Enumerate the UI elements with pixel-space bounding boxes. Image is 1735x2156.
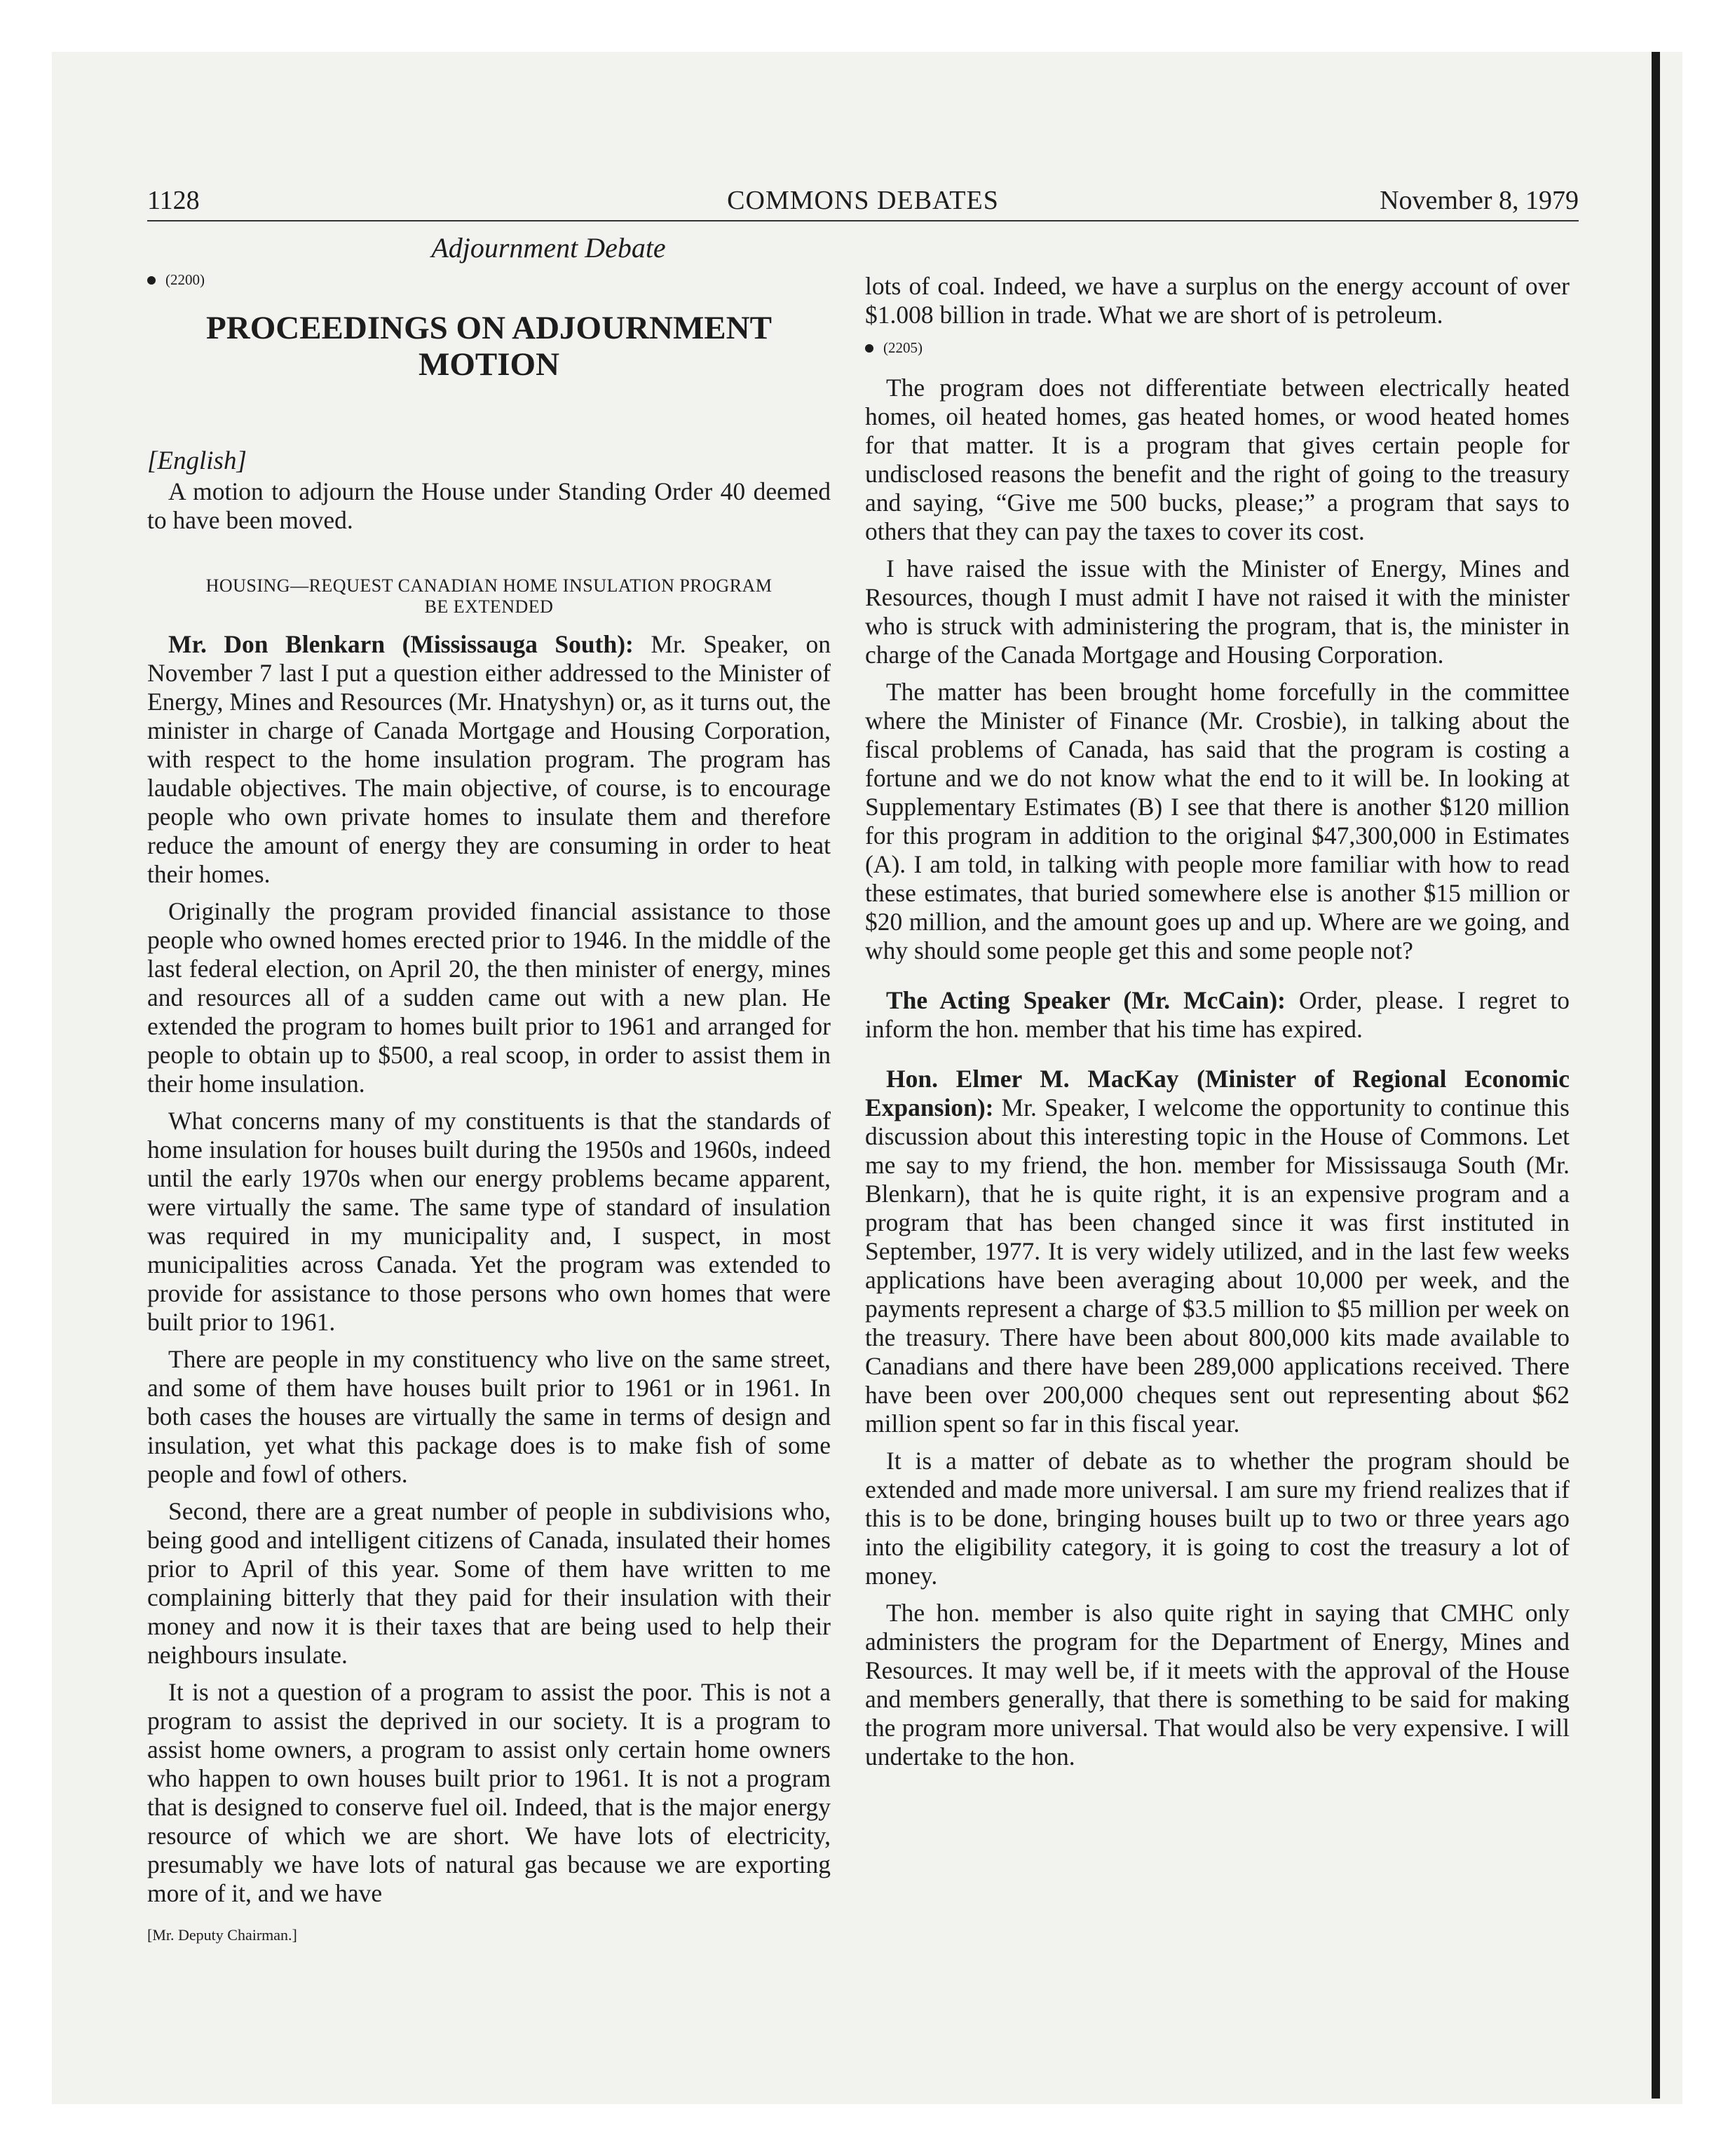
speech-text: Mr. Speaker, I welcome the opportunity to continue this discussion about this interesting topic in the House of Commons. Let me say to my friend, the hon. member for Mississauga South (Mr. Blenkarn), that he is quite right, it is an expensive program and a program that has been changed since it was first instituted in September, 1977. It is very widely utilized, and in the last few weeks applications have been averaging about 10,000 per week, and the payments represent a charge of $3.5 million to $5 million per week on the treasury. There have been about 800,000 kits made available to Canadians and there have been 289,000 applications received. There have been over 200,000 cheques sent out representing about $62 million spent so far in this fiscal year.	[865, 1093, 1570, 1438]
debate-subheading	[147, 575, 831, 618]
time-marker-label: (2200)	[165, 271, 205, 288]
left-column	[147, 231, 831, 1944]
speech-paragraph: The program does not differentiate between electrically heated homes, oil heated homes, gas heated homes, or wood heated homes for that matter. It is a program that gives certain people for undisclosed reasons the benefit and the right of going to the treasury and saying, “Give me 500 bucks, please;” a program that says to others that they can pay the taxes to cover its cost.	[865, 374, 1570, 545]
speech-paragraph: Originally the program provided financial assistance to those people who owned homes erected prior to 1946. In the middle of the last federal election, on April 20, the then minister of energy, mines and resources all of a sudden came out with a new plan. He extended the program to homes built prior to 1961 and arranged for people to obtain up to $500, a real scoop, in order to assist them in their home insulation.	[147, 897, 831, 1098]
speech-paragraph: It is not a question of a program to assist the poor. This is not a program to assist the deprived in our society. It is a program to assist home owners, a program to assist only certain home owners who happen to own houses built prior to 1961. It is not a program that is designed to conserve fuel oil. Indeed, that is the major energy resource of which we are short. We have lots of electricity, presumably we have lots of natural gas because we are exporting more of it, and we have	[147, 1678, 831, 1907]
bullet-icon	[147, 276, 156, 285]
speech-paragraph	[865, 986, 1570, 1044]
language-tag: [English]	[147, 446, 247, 475]
subheading-line: HOUSING—REQUEST CANADIAN HOME INSULATION PROGRAM	[205, 575, 773, 596]
speech-paragraph: I have raised the issue with the Minister of Energy, Mines and Resources, though I must admit I have not raised it with the minister who is struck with administering the program, that is, the minister in charge of the Canada Mortgage and Housing Corporation.	[865, 554, 1570, 669]
speech-paragraph	[147, 630, 831, 889]
speech-paragraph: lots of coal. Indeed, we have a surplus on the energy account of over $1.008 billion in trade. What we are short of is petroleum.	[865, 272, 1570, 329]
speech-paragraph: The hon. member is also quite right in saying that CMHC only administers the program for the Department of Energy, Mines and Resources. It may well be, if it meets with the approval of the House and members generally, that there is something to be said for making the program more universal. That would also be very expensive. I will undertake to the hon.	[865, 1599, 1570, 1770]
page-header	[147, 184, 1579, 221]
page-edge-shadow	[1652, 52, 1660, 2099]
publication-title: COMMONS DEBATES	[727, 186, 999, 215]
right-column	[865, 272, 1570, 1780]
speaker-name: The Acting Speaker (Mr. McCain):	[886, 986, 1286, 1014]
proceedings-title-line: MOTION	[418, 346, 560, 383]
footnote: [Mr. Deputy Chairman.]	[147, 1926, 297, 1944]
proceedings-title-line: PROCEEDINGS ON ADJOURNMENT	[206, 310, 772, 346]
time-marker	[147, 271, 831, 289]
speaker-name: Hon. Elmer M. MacKay (Minister of Regional Economic Expansion):	[865, 1065, 1570, 1121]
section-heading: Adjournment Debate	[431, 232, 666, 264]
speech-paragraph: It is a matter of debate as to whether the program should be extended and made more universal. I am sure my friend realizes that if this is to be done, bringing houses built up to two or three years ago into the eligibility category, it is going to cost the treasury a lot of money.	[865, 1447, 1570, 1590]
subheading-line: BE EXTENDED	[424, 596, 554, 617]
speech-text: Order, please. I regret to inform the hon. member that his time has expired.	[865, 986, 1570, 1043]
bullet-icon	[865, 344, 873, 353]
publication-date: November 8, 1979	[1380, 186, 1579, 215]
speech-text: Mr. Speaker, on November 7 last I put a question either addressed to the Minister of Energy, Mines and Resources (Mr. Hnatyshyn) or, as it turns out, the minister in charge of Canada Mortgage and Housing Corporation, with respect to the home insulation program. The program has laudable objectives. The main objective, of course, is to encourage people who own private homes to insulate them and therefore reduce the amount of energy they are consuming in order to heat their homes.	[147, 630, 831, 888]
speech-paragraph: What concerns many of my constituents is that the standards of home insulation for houses built during the 1950s and 1960s, indeed until the early 1970s when our energy problems became apparent, were virtually the same. The same type of standard of insulation was required in my municipality and, I suspect, in most municipalities across Canada. Yet the program was extended to provide for assistance to those persons who own homes that were built prior to 1961.	[147, 1107, 831, 1336]
motion-paragraph: A motion to adjourn the House under Standing Order 40 deemed to have been moved.	[147, 477, 831, 534]
speech-paragraph: Second, there are a great number of people in subdivisions who, being good and intelligent citizens of Canada, insulated their homes prior to April of this year. Some of them have written to me complaining bitterly that they paid for their insulation with their money and now it is their taxes that are being used to help their neighbours insulate.	[147, 1497, 831, 1669]
time-marker-label: (2205)	[883, 339, 923, 356]
speech-paragraph: There are people in my constituency who live on the same street, and some of them have houses built prior to 1961 or in 1961. In both cases the houses are virtually the same in terms of design and insulation, yet what this package does is to make fish of some people and fowl of others.	[147, 1345, 831, 1488]
speech-paragraph: The matter has been brought home forcefully in the committee where the Minister of Finance (Mr. Crosbie), in talking about the fiscal problems of Canada, has said that the program is costing a fortune and we do not know what the end to it will be. In looking at Supplementary Estimates (B) I see that there is another $120 million for this program in addition to the original $47,300,000 in Estimates (A). I am told, in talking with people more familiar with how to read these estimates, that buried somewhere else is another $15 million or $20 million, and the amount goes up and up. Where are we going, and why should some people get this and some people not?	[865, 678, 1570, 964]
time-marker	[865, 339, 1570, 357]
page-number: 1128	[147, 186, 200, 215]
speaker-name: Mr. Don Blenkarn (Mississauga South):	[168, 630, 634, 658]
proceedings-title	[147, 310, 831, 383]
speech-paragraph	[865, 1065, 1570, 1438]
